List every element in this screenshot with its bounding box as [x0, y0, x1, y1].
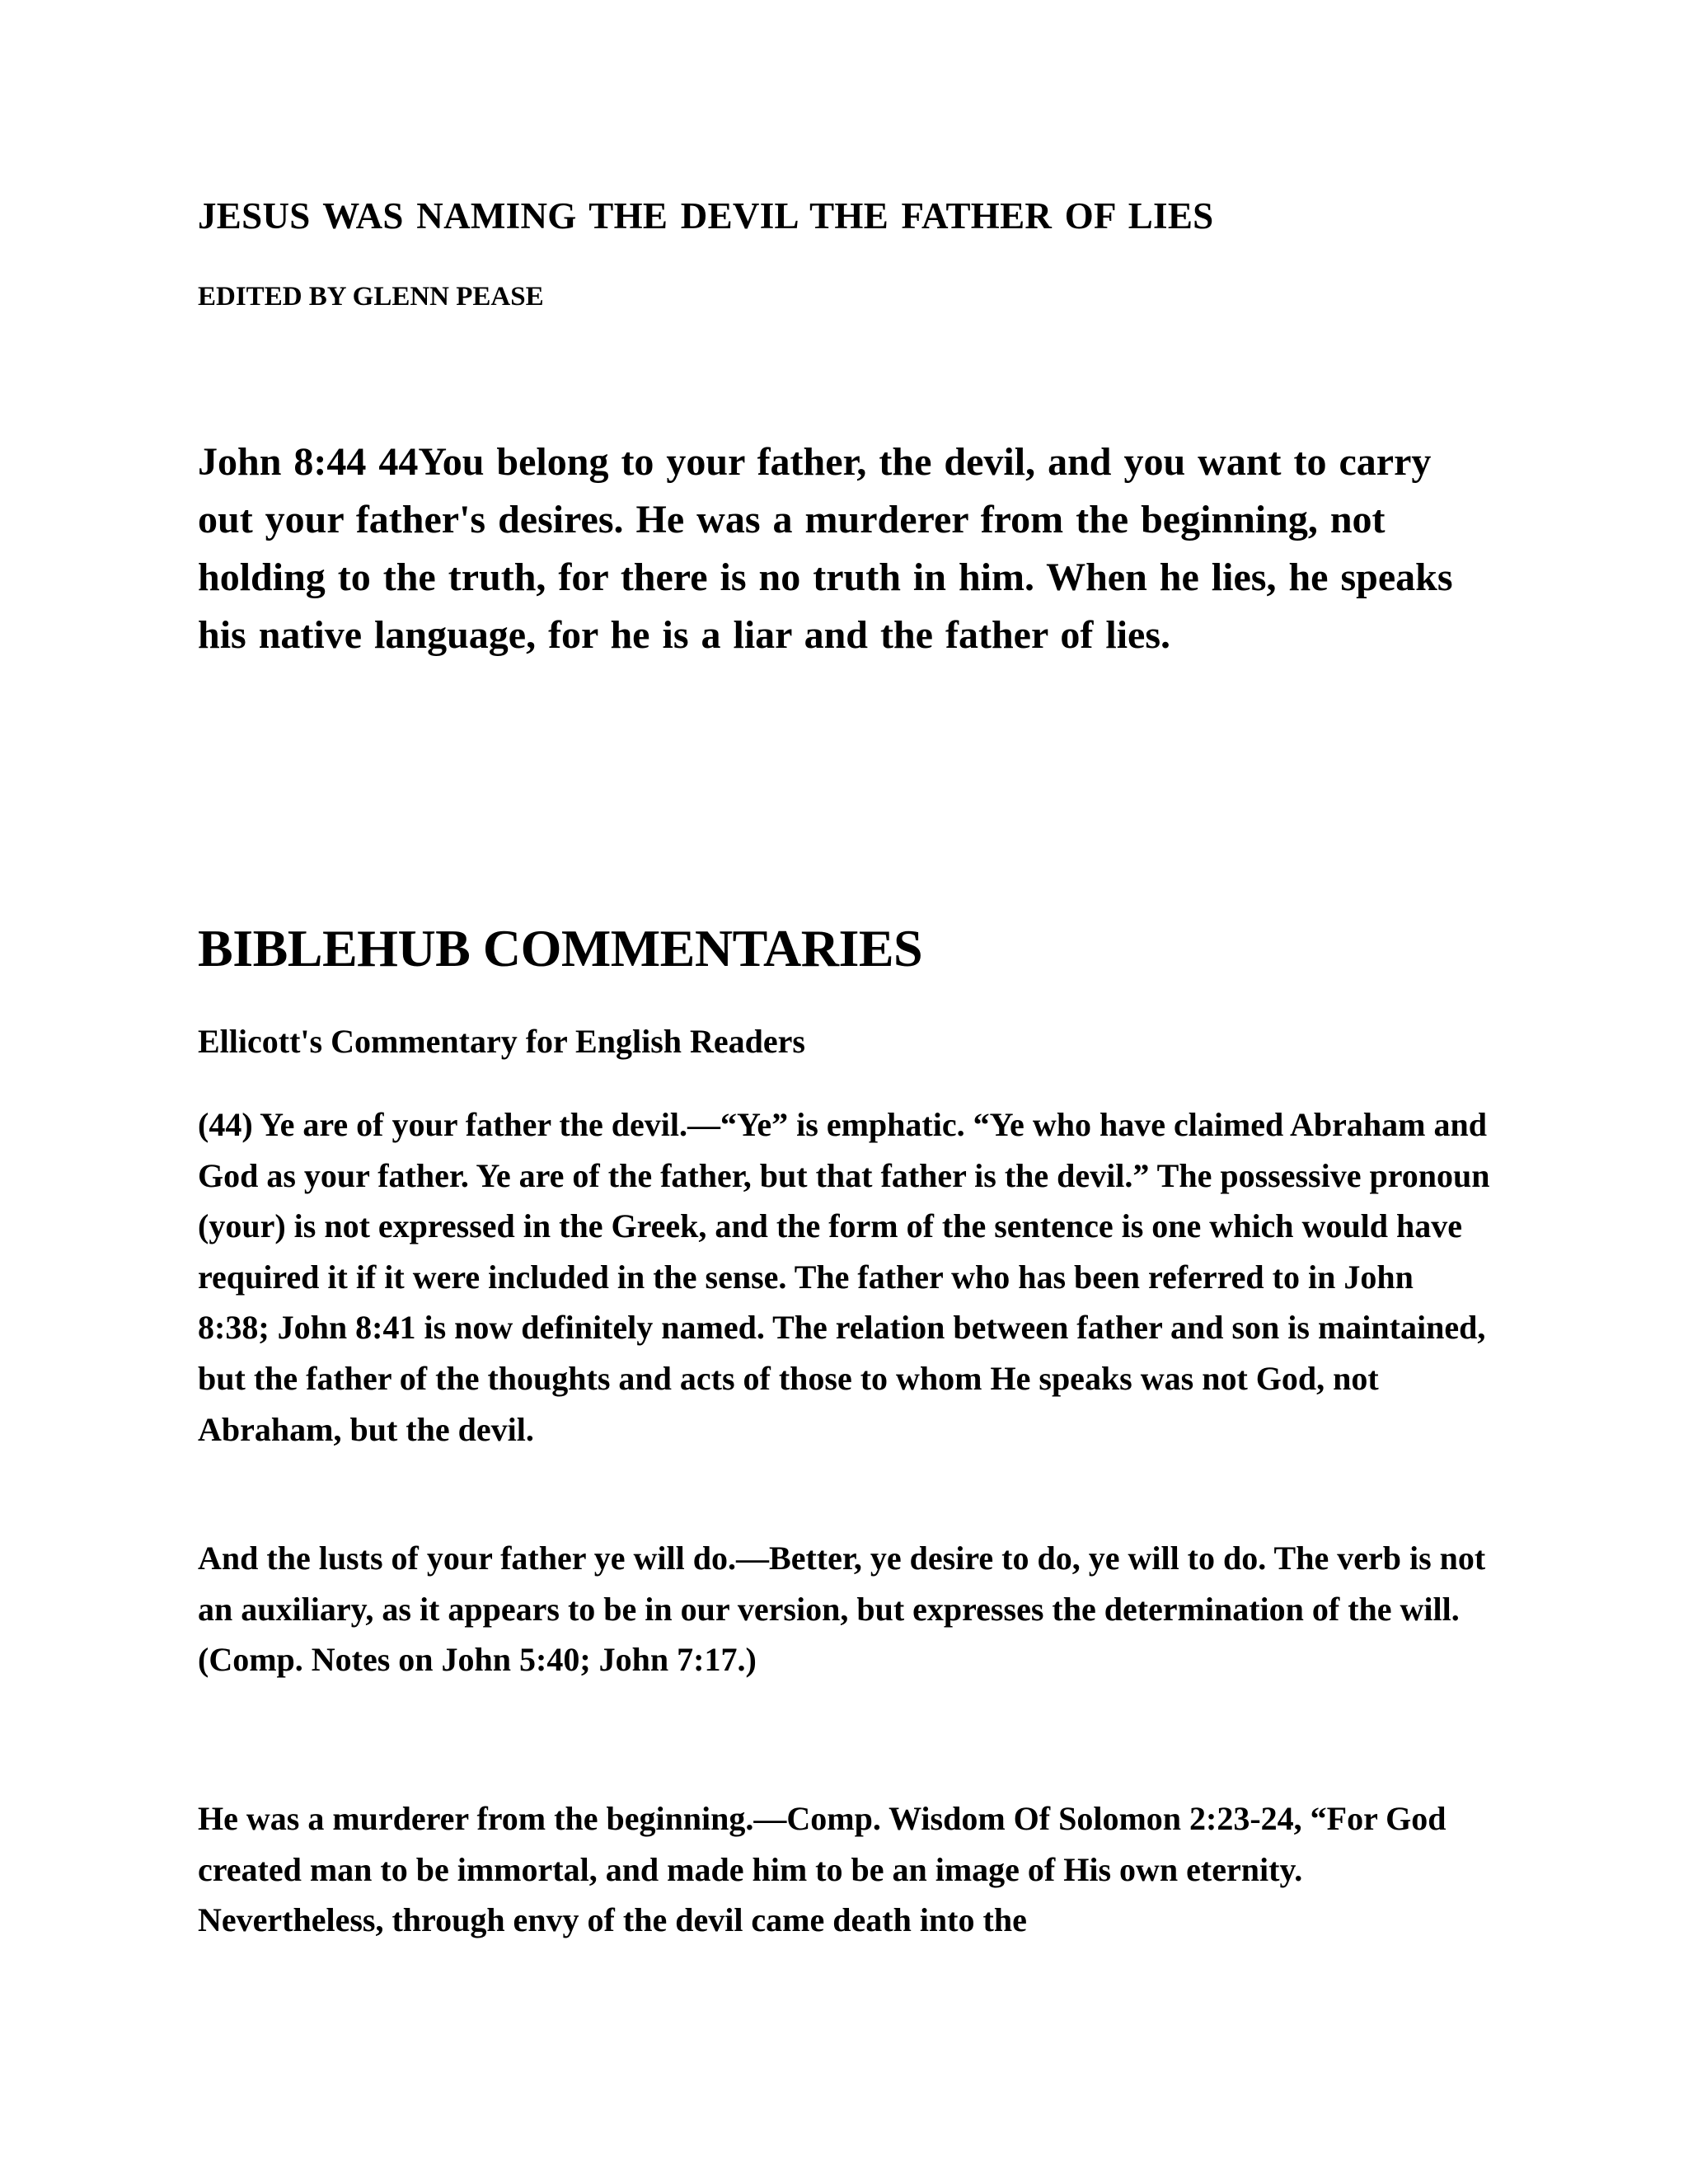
commentary-paragraph: He was a murderer from the beginning.—Comp. Wisdom Of Solomon 2:23-24, “For God created man to be immortal, and made him to be an image of His own eternity. Nevertheless, through envy of the devil came death into the — [198, 1800, 1447, 1939]
editor-credit: EDITED BY GLENN PEASE — [198, 282, 544, 312]
commentary-paragraph: And the lusts of your father ye will do.—Better, ye desire to do, ye will to do. The verb is not an auxiliary, as it appears to be in our version, but expresses the determination of the will. (Comp. Notes on John 5:40; John 7:17.) — [198, 1540, 1486, 1679]
commentary-paragraph: (44) Ye are of your father the devil.—“Ye” is emphatic. “Ye who have claimed Abraham and God as your father. Ye are of the father, but that father is the devil.” The possessive pronoun (your) is not expressed in the Greek, and the form of the sentence is one which would have required it if it were included in the sense. The father who has been referred to in John 8:38; John 8:41 is now definitely named. The relation between father and son is maintained, but the father of the thoughts and acts of those to whom He speaks was not God, not Abraham, but the devil. — [198, 1106, 1490, 1448]
document-title: JESUS WAS NAMING THE DEVIL THE FATHER OF LIES — [198, 195, 1214, 237]
section-heading: BIBLEHUB COMMENTARIES — [198, 919, 923, 977]
scripture-passage: John 8:44 44You belong to your father, the devil, and you want to carry out your father's desires. He was a murderer from the beginning, not holding to the truth, for there is no truth in him. When he lies, he speaks his native language, for he is a liar and the father of lies. — [198, 440, 1453, 657]
commentary-title: Ellicott's Commentary for English Readers — [198, 1023, 805, 1060]
